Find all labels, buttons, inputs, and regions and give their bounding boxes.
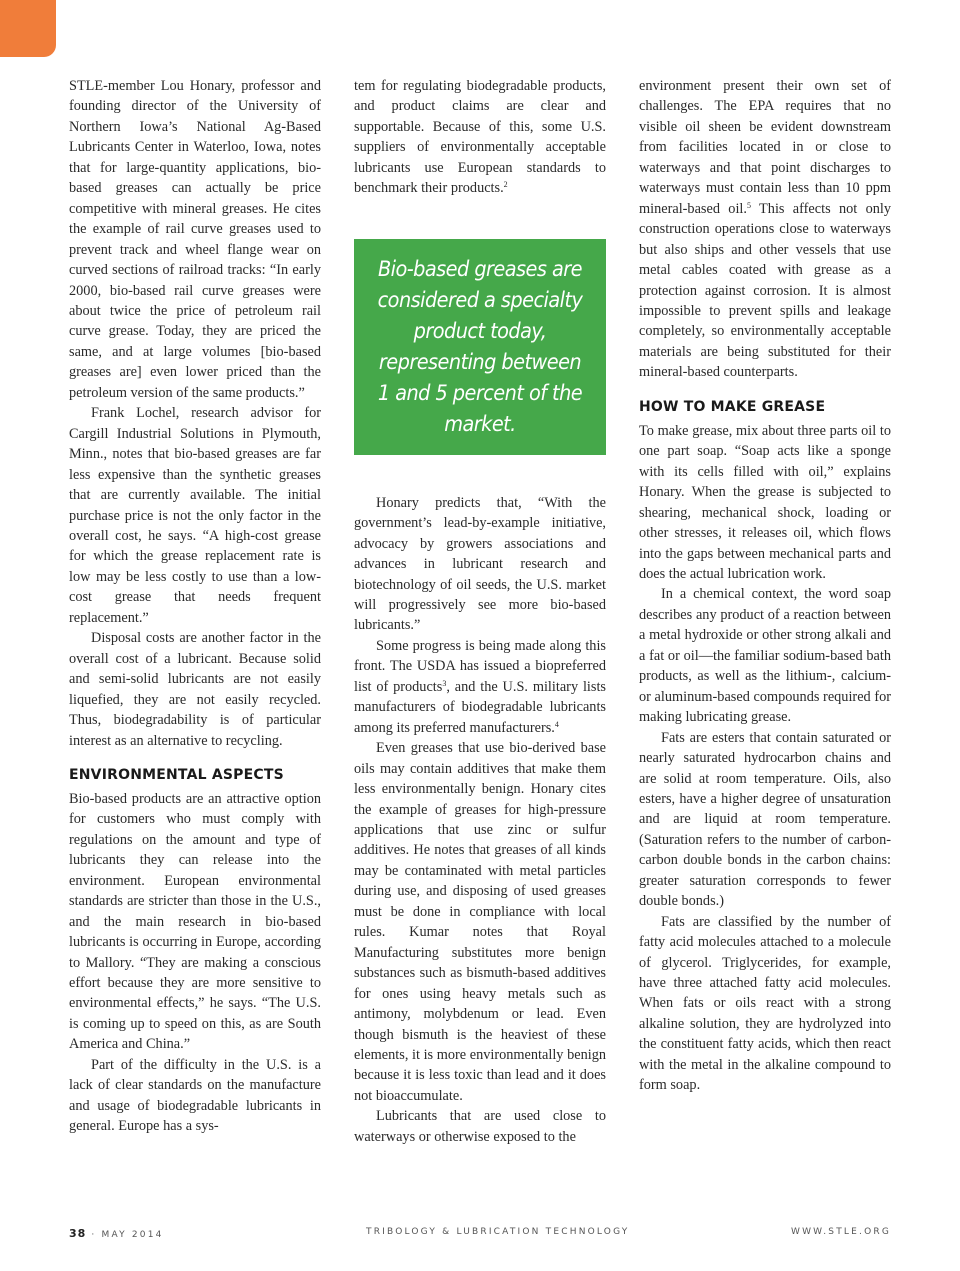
paragraph: Honary predicts that, “With the government’s lead-by-example initiative, advocacy by growers associations and advances in lubricant research and biotechnology of oil seeds, the U.S. market will progressively see more bio-based lubricants.” [354,494,606,634]
footer-left [69,1227,164,1240]
paragraph [639,76,891,383]
page-footer [69,1227,891,1243]
paragraph [354,76,606,199]
section-heading: ENVIRONMENTAL ASPECTS [69,766,284,783]
column-2 [354,76,606,1147]
page-number: 38 [69,1227,87,1240]
column-3 [639,76,891,1096]
paragraph: Fats are classified by the number of fatty acid molecules attached to a molecule of glycerol. Triglycerides, for example, have three attached fatty acid molecules. When fats or oils react with a strong alkaline solution, they are hydrolyzed into the constituent fatty acids, which then react with the metal in the alkaline compound to form soap. [639,913,891,1094]
website-link[interactable]: WWW.STLE.ORG [790,1227,891,1237]
paragraph-text: , and the U.S. military lists manufacturers of biodegradable lubricants among its preferred manufacturers. [354,678,606,736]
paragraph: Fats are esters that contain saturated or nearly saturated hydrocarbon chains and are solid at room temperature. Oils, also esters, have a higher degree of unsaturation and are liquid at room temperature. (Saturation refers to the number of carbon-carbon double bonds in the carbon chains: greater saturation corresponds to fewer double bonds.) [639,729,891,910]
footer-separator: · [91,1230,97,1240]
paragraph [354,636,606,738]
section-heading: HOW TO MAKE GREASE [639,398,826,415]
publication-name: TRIBOLOGY & LUBRICATION TECHNOLOGY [366,1227,630,1237]
paragraph: Bio-based products are an attractive option for customers who must comply with regulations on the amount and type of lubricants they can release into the environment. European environmental standards are stricter than those in the U.S., and the main research in bio-based lubricants is occurring in Europe, according to Mallory. “They are making a conscious effort because they are more sensitive to environmental effects,” he says. “The U.S. is coming up to speed on this, as are South America and China.” [69,790,321,1053]
footnote-ref: 4 [554,719,559,729]
paragraph-text: environment present their own set of challenges. The EPA requires that no visible oil sheen be evident downstream from facilities located in or close to waterways and that point discharges to waterways must contain less than 10 ppm mineral-based oil. [639,78,891,217]
paragraph: Disposal costs are another factor in the overall cost of a lubricant. Because solid and semi-solid lubricants are not easily liquefied, they are not easily recycled. Thus, biodegradability is of particular interest as an alternative to recycling. [69,630,321,749]
section-color-tab [0,0,56,57]
paragraph: Part of the difficulty in the U.S. is a lack of clear standards on the manufacture and usage of biodegradable lubricants in general. Europe has a sys- [69,1056,321,1135]
footnote-ref: 2 [503,180,508,190]
paragraph-text: This affects not only construction operations close to waterways but also ships and other vessels that use metal cables coated with grease as a protection against corrosion. It is almost impossible to prevent spills and leakage completely, so environmentally acceptable materials are being substituted for their mineral-based counterparts. [639,200,891,381]
pull-quote [354,239,606,455]
paragraph-text: Some progress is being made along this front. The USDA has issued a biopreferred list of products [354,637,606,695]
paragraph: In a chemical context, the word soap describes any product of a reaction between a metal hydroxide or other strong alkali and a fat or oil—the familiar sodium-based bath products, as well as the lithium-, calcium- or aluminum-based compounds required for making lubricating grease. [639,586,891,726]
footnote-ref: 5 [746,200,751,210]
paragraph: STLE-member Lou Honary, professor and founding director of the University of Northern Iowa’s National Ag-Based Lubricants Center in Waterloo, Iowa, notes that for large-quantity applications, bio-based greases can actually be price competitive with mineral greases. He cites the example of rail curve greases used to prevent track and wheel flange wear on curved sections of railroad tracks: “In early 2000, bio-based rail curve greases were about twice the price of petroleum rail curve grease. Today, they are priced the same, and at large volumes [bio-based greases are] even lower priced than the petroleum version of the same products.” [69,78,321,401]
paragraph: Even greases that use bio-derived base oils may contain additives that make them less environmentally benign. Honary cites the example of greases for high-pressure applications that use zinc or sulfur additives. He notes that greases of all kinds may be contaminated with metal particles during use, and disposing of used greases must be done in compliance with local rules. Kumar notes that Royal Manufacturing substitutes more benign substances such as bismuth-based additives for ones using heavy metals such as antimony, molybdenum or lead. Even though bismuth is the heaviest of these elements, it is more environmentally benign because it is less toxic than lead and it does not bioaccumulate. [354,740,606,1104]
column-1 [69,76,321,1137]
paragraph: To make grease, mix about three parts oil to one part soap. “Soap acts like a sponge with its cells filled with oil,” explains Honary. When the grease is subjected to shearing, mechanical shock, loading or other stresses, it releases oil, which flows into the gaps between mechanical parts and does the actual lubrication work. [639,422,891,582]
issue-date: MAY 2014 [101,1230,164,1240]
paragraph: Frank Lochel, research advisor for Cargill Industrial Solutions in Plymouth, Minn., notes that bio-based greases are far less expensive than the synthetic greases that are currently available. The initial purchase price is not the only factor in the overall cost, he says. “A high-cost grease for which the grease replacement rate is low may be less costly to use than a low-cost grease that needs frequent replacement.” [69,405,321,626]
footnote-ref: 3 [442,678,447,688]
pull-quote-text: Bio-based greases are considered a specialty product today, representing between 1 and 5 percent of the market. [377,256,583,436]
paragraph-text: tem for regulating biodegradable products, and product claims are clear and supportable. Because of this, some U.S. suppliers of environmentally acceptable lubricants use European standards to benchmark their products. [354,78,606,197]
paragraph: Lubricants that are used close to waterways or otherwise exposed to the [354,1108,606,1145]
